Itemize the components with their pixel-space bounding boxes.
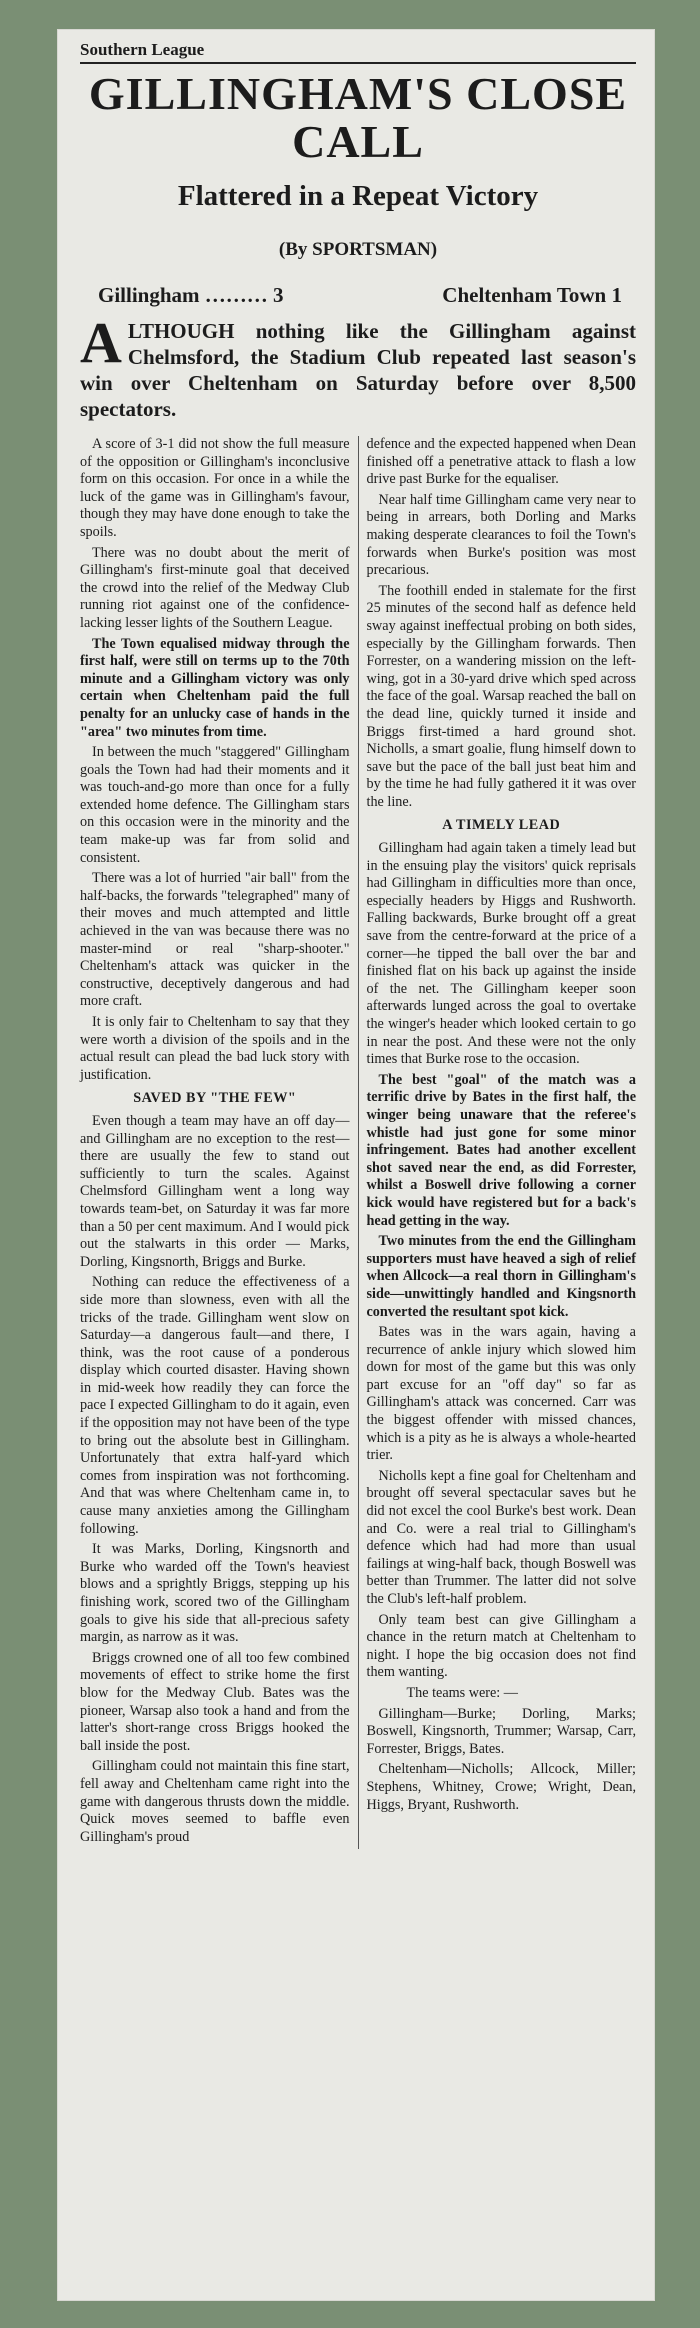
paragraph: There was no doubt about the merit of Gillingham's first-minute goal that deceived the crowd into the relief of the Medway Club running riot against one of the confidence-lacking lesser lights of the Southern League. xyxy=(80,544,350,631)
crosshead: SAVED BY "THE FEW" xyxy=(133,1090,297,1107)
paragraph: Cheltenham—Nicholls; Allcock, Miller; Stephens, Whitney, Crowe; Wright, Dean, Higgs, Bryant, Rushworth. xyxy=(366,1761,636,1813)
score-line xyxy=(98,283,622,308)
paragraph: A score of 3-1 did not show the full measure of the opposition or Gillingham's inconclusive form on this occasion. For once in a while the luck of the game was in Gillingham's favour, though they may have done enough to take the spoils. xyxy=(80,436,350,540)
paragraph: Gillingham—Burke; Dorling, Marks; Boswell, Kingsnorth, Trummer; Warsap, Carr, Forrester, Briggs, Bates. xyxy=(366,1705,636,1757)
paragraph: Gillingham had again taken a timely lead but in the ensuing play the visitors' quick reprisals had Gillingham in difficulties more than once, especially headers by Higgs and Rushworth. Falling backwards, Burke brought off a great save from the centre-forward at the price of a corner—he tipped the ball over the bar and finished flat on his back up against the inside of the net. The Gillingham keeper soon afterwards lunged across the goal to overtake the winger's header which looked certain to go in near the post. And these were not the only times that Burke rose to the occasion. xyxy=(366,840,636,1068)
paragraph: It was Marks, Dorling, Kingsnorth and Burke who warded off the Town's heaviest blows and a sprightly Briggs, stepping up his finishing work, scored two of the Gillingham goals to give his side that all-precious safety margin, as narrow as it was. xyxy=(80,1541,350,1646)
article xyxy=(80,40,636,2290)
left-column xyxy=(80,436,359,1849)
paragraph: Only team best can give Gillingham a chance in the return match at Cheltenham to night. I hope the big occasion does not find them wanting. xyxy=(366,1611,636,1681)
section-rule xyxy=(80,62,636,64)
paragraph: Briggs crowned one of all too few combined movements of effect to strike home the first blow for the Medway Club. Bates was the pioneer, Warsap also took a hand and from the latter's short-range cross Briggs hooked the ball inside the post. xyxy=(80,1649,350,1754)
paragraph: Gillingham could not maintain this fine start, fell away and Cheltenham came right into the game with dangerous thrusts down the middle. Quick moves seemed to baffle even Gillingham's proud xyxy=(80,1758,350,1845)
newspaper-clipping xyxy=(58,30,654,2300)
paragraph: The Town equalised midway through the first half, were still on terms up to the 70th minute and a Gillingham victory was only certain when Cheltenham paid the full penalty for an unlucky case of hands in the "area" two minutes from time. xyxy=(80,635,350,740)
right-column xyxy=(359,436,637,1849)
section-label: Southern League xyxy=(80,40,205,59)
paragraph: Nicholls kept a fine goal for Cheltenham and brought off several spectacular saves but he did not excel the cool Burke's best work. Dean and Co. were a real trial to Gillingham's defence which had had more than usual failings at wing-half back, though Boswell was better than Trummer. The latter did not solve the Club's left-half problem. xyxy=(366,1467,636,1607)
score-home: Gillingham ……… 3 xyxy=(98,283,284,307)
lead-paragraph xyxy=(80,310,636,422)
lead-text: LTHOUGH nothing like the Gillingham against Chelmsford, the Stadium Club repeated last season's win over Cheltenham on Saturday before over 8,500 spectators. xyxy=(80,319,636,421)
paragraph: The best "goal" of the match was a terrific drive by Bates in the first half, the winger being unaware that the referee's whistle had just gone for some minor infringement. Bates had another excellent shot saved near the end, as did Forrester, whilst a Boswell drive following a corner kick would have registered but for a back's head getting in the way. xyxy=(366,1071,636,1229)
crosshead: A TIMELY LEAD xyxy=(442,817,561,834)
paragraph: Near half time Gillingham came very near to being in arrears, both Dorling and Marks making desperate clearances to foil the Town's forwards when Burke's position was most precarious. xyxy=(366,491,636,579)
paragraph: The teams were: — xyxy=(406,1684,518,1701)
paragraph: In between the much "staggered" Gillingham goals the Town had had their moments and it was touch-and-go more than once for a fully extended home defence. The Gillingham stars on this occasion were in the minority and the team make-up was far from solid and consistent. xyxy=(80,744,350,866)
byline: (By SPORTSMAN) xyxy=(278,239,438,260)
subheadline: Flattered in a Repeat Victory xyxy=(177,180,539,212)
drop-cap: A xyxy=(80,310,122,375)
body-columns xyxy=(80,436,636,1849)
paragraph: Even though a team may have an off day—and Gillingham are no exception to the rest—there are usually the few to stand out sufficiently to turn the scales. Against Chelmsford Gillingham went a long way towards team-bet, on Saturday it was far more than a 50 per cent maximum. And I would pick out the stalwarts in this order — Marks, Dorling, Kingsnorth, Briggs and Burke. xyxy=(80,1112,350,1270)
paragraph: Bates was in the wars again, having a recurrence of ankle injury which slowed him down for most of the game but this was only part excuse for an "off day" so far as Gillingham's attack was concerned. Carr was the biggest offender with missed chances, which is a pity as he is always a whole-hearted trier. xyxy=(366,1324,636,1464)
headline: GILLINGHAM'S CLOSE CALL xyxy=(88,68,628,167)
paragraph: The foothill ended in stalemate for the first 25 minutes of the second half as defence held sway against ineffectual probing on both sides, especially by the Gillingham forwards. Then Forrester, on a wandering mission on the left-wing, got in a 30-yard drive which sped across the face of the goal. Warsap reached the ball on the dead line, quickly turned it inside and Briggs first-timed a hard ground shot. Nicholls, a smart goalie, flung himself down to save but the pace of the ball just beat him and by the time he had fully gathered it it was over the line. xyxy=(366,582,636,810)
paragraph: There was a lot of hurried "air ball" from the half-backs, the forwards "telegraphed" many of their moves and much attempted and little achieved in the van was because there was no master-mind or real "sharp-shooter." Cheltenham's attack was quicker in the constructive, deceptively dangerous and had more craft. xyxy=(80,870,350,1010)
paragraph: defence and the expected happened when Dean finished off a penetrative attack to flash a low drive past Burke for the equaliser. xyxy=(366,436,636,488)
paragraph: It is only fair to Cheltenham to say that they were worth a division of the spoils and in the actual result can plead the bad luck story with justification. xyxy=(80,1014,350,1083)
paragraph: Nothing can reduce the effectiveness of a side more than slowness, even with all the tricks of the trade. Gillingham went slow on Saturday—a dangerous fault—and there, I think, was the root cause of a ponderous display which courted disaster. Having shown in mid-week how readily they can force the pace I expected Gillingham to do it again, even if the opposition may not have been of the type to bring out the absolute best in Gillingham. Unfortunately that extra half-yard which comes from inspiration was not forthcoming. And that was where Cheltenham came in, to cause many anxieties among the Gillingham following. xyxy=(80,1274,350,1537)
paragraph: Two minutes from the end the Gillingham supporters must have heaved a sigh of relief when Allcock—a real thorn in Gillingham's side—unwittingly handled and Kingsnorth converted the resultant spot kick. xyxy=(366,1233,636,1320)
score-away: Cheltenham Town 1 xyxy=(442,283,622,307)
